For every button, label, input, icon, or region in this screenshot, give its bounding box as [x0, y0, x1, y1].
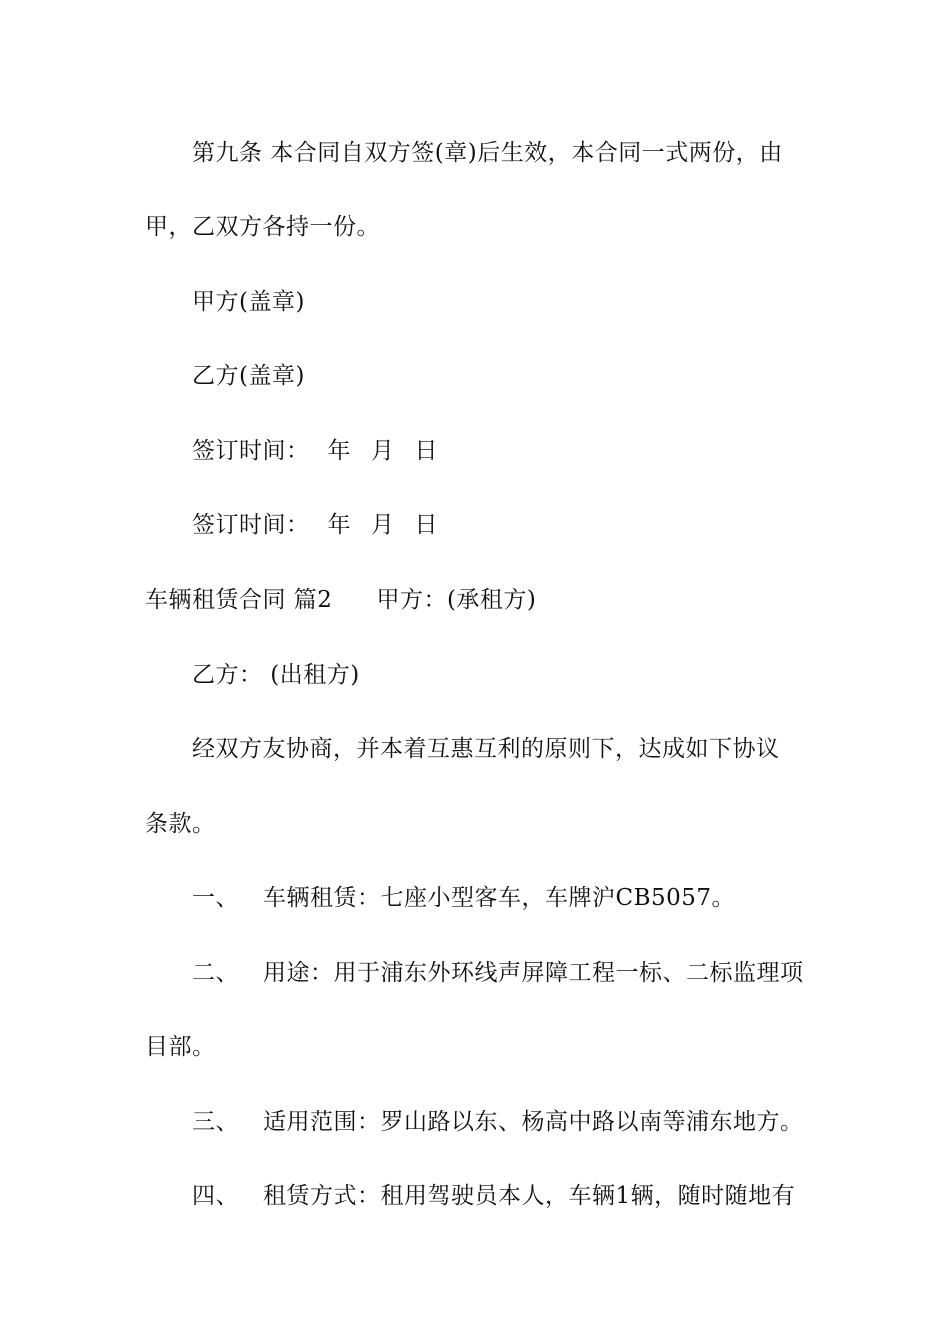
- sign-date-month: 月: [371, 438, 395, 464]
- item-text: 车辆租赁：七座小型客车，车牌沪CB5057。: [263, 885, 736, 911]
- sign-date-2: [145, 510, 857, 540]
- sign-date-label: 签订时间：: [192, 512, 310, 538]
- item-4: [145, 1181, 857, 1211]
- party-a-seal: 甲方(盖章): [192, 289, 305, 315]
- item-2-continued: 目部。: [145, 1034, 216, 1060]
- contract2-party-a: 甲方：(承租方): [376, 587, 537, 613]
- item-3: [145, 1107, 857, 1137]
- item-number: 二、: [192, 960, 239, 986]
- contract2-title: 车辆租赁合同 篇2: [145, 587, 333, 613]
- contract2-party-b: 乙方： (出租方): [192, 662, 360, 688]
- item-1: [145, 883, 857, 913]
- item-2: [145, 958, 857, 988]
- item-text: 适用范围：罗山路以东、杨高中路以南等浦东地方。: [263, 1109, 804, 1135]
- sign-date-day: 日: [414, 512, 438, 538]
- item-number: 三、: [192, 1109, 239, 1135]
- item-text: 用途：用于浦东外环线声屏障工程一标、二标监理项: [263, 960, 804, 986]
- clause9-line2: 甲，乙双方各持一份。: [145, 214, 380, 240]
- item-number: 四、: [192, 1183, 239, 1209]
- intro-line2: 条款。: [145, 811, 216, 837]
- clause9-line1: 第九条 本合同自双方签(章)后生效，本合同一式两份，由: [192, 140, 783, 166]
- sign-date-day: 日: [414, 438, 438, 464]
- contract2-header: [145, 585, 810, 615]
- intro-line1: 经双方友协商，并本着互惠互利的原则下，达成如下协议: [192, 736, 780, 762]
- sign-date-month: 月: [371, 512, 395, 538]
- sign-date-label: 签订时间：: [192, 438, 310, 464]
- sign-date-year: 年: [327, 512, 351, 538]
- sign-date-1: [145, 436, 857, 466]
- party-b-seal: 乙方(盖章): [192, 363, 305, 389]
- item-text: 租赁方式：租用驾驶员本人，车辆1辆，随时随地有: [263, 1183, 796, 1209]
- sign-date-year: 年: [327, 438, 351, 464]
- item-number: 一、: [192, 885, 239, 911]
